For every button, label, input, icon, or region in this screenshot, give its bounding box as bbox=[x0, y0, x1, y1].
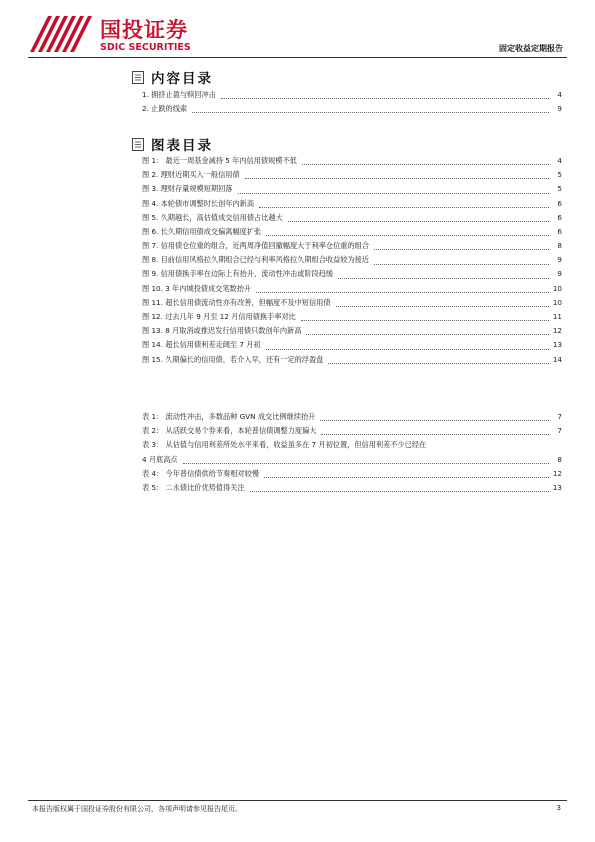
figure-entry-label: 图 13. 8 月取消或推迟发行信用债只数创年内新高 bbox=[142, 326, 302, 336]
figure-entry-label: 图 4. 本轮债市调整时长创年内新高 bbox=[142, 198, 255, 208]
table-entry-label: 表 2： 从活跃交易个券来看，本轮普信债调整力度偏大 bbox=[142, 426, 317, 436]
toc-leader bbox=[183, 452, 549, 464]
figure-entry-page: 6 bbox=[557, 198, 562, 208]
toc-leader bbox=[374, 238, 549, 250]
figure-entry-page: 11 bbox=[552, 312, 562, 322]
footer-disclaimer: 本报告版权属于国投证券股份有限公司，各项声明请参见报告尾页。 bbox=[32, 805, 242, 813]
figure-entry-page: 10 bbox=[552, 297, 562, 307]
figure-entry-label: 图 8. 目前信用风格拉久期组合已经与利率风格拉久期组合收益较为接近 bbox=[142, 255, 370, 265]
figure-entry-page: 5 bbox=[557, 184, 562, 194]
company-logo bbox=[28, 12, 228, 56]
toc-leader bbox=[306, 323, 549, 335]
table-entry-page: 7 bbox=[557, 411, 562, 421]
figure-entry-page: 10 bbox=[552, 283, 562, 293]
logo-cn-text: 国投证券 bbox=[100, 18, 188, 42]
report-type: 固定收益定期报告 bbox=[499, 44, 563, 53]
toc-leader bbox=[320, 409, 549, 421]
figure-entry-label: 图 3. 理财存量规模短期回落 bbox=[142, 184, 233, 194]
table-entry[interactable] bbox=[142, 481, 562, 495]
toc-leader bbox=[328, 352, 549, 364]
table-entry[interactable] bbox=[142, 424, 562, 438]
toc-leader bbox=[238, 182, 550, 194]
page-number: 3 bbox=[556, 804, 561, 812]
table-entry-label: 表 3： 从估值与信用利差所处水平来看，收益虽多在 7 月初位置，但信用利差不少已经在 bbox=[142, 440, 427, 450]
figure-entry[interactable] bbox=[142, 182, 562, 196]
figure-entry-label: 图 11. 超长信用债流动性亦有改善，但幅度不及中短信用债 bbox=[142, 297, 331, 307]
table-entry-page: 7 bbox=[557, 426, 562, 436]
figure-entry[interactable] bbox=[142, 338, 562, 352]
tables-list bbox=[142, 410, 562, 495]
figure-entry-label: 图 10. 3 年内城投债成交笔数抬升 bbox=[142, 283, 252, 293]
toc-leader bbox=[266, 224, 549, 236]
table-entry[interactable] bbox=[142, 438, 562, 466]
toc-entry-label: 2. 止跌的线索 bbox=[142, 104, 188, 114]
figure-entry[interactable] bbox=[142, 282, 562, 296]
toc-entry[interactable] bbox=[142, 88, 562, 102]
figure-entry-page: 14 bbox=[552, 354, 562, 364]
table-entry-page: 8 bbox=[557, 454, 562, 464]
figure-entry-label: 图 5. 久期越长，高估值成交信用债占比越大 bbox=[142, 212, 283, 222]
toc-leader bbox=[250, 480, 549, 492]
footer-divider bbox=[28, 800, 567, 801]
toc-leader bbox=[301, 309, 549, 321]
figure-entry-page: 9 bbox=[557, 269, 562, 279]
figure-entry[interactable] bbox=[142, 324, 562, 338]
figures-list bbox=[142, 154, 562, 367]
figure-entry-label: 图 1： 最近一周基金减持 5 年内信用债规模不低 bbox=[142, 155, 297, 165]
document-list-icon bbox=[132, 138, 144, 151]
toc-leader bbox=[256, 281, 549, 293]
contents-title: 内容目录 bbox=[151, 71, 213, 87]
table-entry-page: 12 bbox=[552, 468, 562, 478]
toc-leader bbox=[264, 466, 549, 478]
figure-entry[interactable] bbox=[142, 353, 562, 367]
figure-entry-page: 6 bbox=[557, 226, 562, 236]
figure-entry-page: 6 bbox=[557, 212, 562, 222]
contents-heading bbox=[132, 67, 213, 87]
toc-leader bbox=[321, 423, 549, 435]
figure-entry[interactable] bbox=[142, 197, 562, 211]
table-entry[interactable] bbox=[142, 410, 562, 424]
toc-leader bbox=[221, 87, 549, 99]
figure-entry[interactable] bbox=[142, 239, 562, 253]
figure-entry[interactable] bbox=[142, 268, 562, 282]
figure-entry[interactable] bbox=[142, 296, 562, 310]
figure-entry[interactable] bbox=[142, 253, 562, 267]
figure-entry-page: 4 bbox=[557, 155, 562, 165]
toc-entry[interactable] bbox=[142, 102, 562, 116]
toc-leader bbox=[374, 253, 549, 265]
table-entry-label: 表 1： 流动性冲击，多数品种 GVN 成交比例继续抬升 bbox=[142, 411, 316, 421]
figure-entry-label: 图 9. 信用债换手率在边际上有抬升，流动性冲击或阶段趋缓 bbox=[142, 269, 334, 279]
figure-entry-page: 5 bbox=[557, 170, 562, 180]
figure-entry-page: 12 bbox=[552, 326, 562, 336]
figure-entry-label: 图 15. 久期偏长的信用债，若介入早，还有一定的浮盈盘 bbox=[142, 354, 324, 364]
logo-mark-icon bbox=[28, 14, 94, 54]
toc-leader bbox=[245, 167, 549, 179]
toc-leader bbox=[336, 295, 549, 307]
toc-entry-page: 4 bbox=[557, 89, 562, 99]
table-entry[interactable] bbox=[142, 467, 562, 481]
document-list-icon bbox=[132, 71, 144, 84]
table-entry-label: 表 5： 二永债比价优势值得关注 bbox=[142, 482, 245, 492]
figure-entry-page: 13 bbox=[552, 340, 562, 350]
toc-leader bbox=[338, 267, 549, 279]
figure-entry[interactable] bbox=[142, 225, 562, 239]
figure-entry-page: 9 bbox=[557, 255, 562, 265]
figure-entry-label: 图 12. 过去几年 9 月至 12 月信用债换手率对比 bbox=[142, 312, 296, 322]
table-entry-label-cont: 4 月底高点 bbox=[142, 454, 178, 464]
figure-entry[interactable] bbox=[142, 310, 562, 324]
toc-leader bbox=[259, 196, 549, 208]
figure-entry-page: 8 bbox=[557, 241, 562, 251]
figure-entry[interactable] bbox=[142, 154, 562, 168]
toc-leader bbox=[266, 338, 549, 350]
table-entry-label: 表 4： 今年普信债供给节奏相对较慢 bbox=[142, 468, 259, 478]
figures-heading bbox=[132, 134, 213, 154]
toc-leader bbox=[302, 153, 549, 165]
figure-entry[interactable] bbox=[142, 211, 562, 225]
table-entry-page: 13 bbox=[552, 482, 562, 492]
figure-entry-label: 图 14. 超长信用债利差走阔至 7 月初 bbox=[142, 340, 261, 350]
contents-list bbox=[142, 88, 562, 116]
figure-entry-label: 图 2. 理财近期买入一般信用债 bbox=[142, 170, 240, 180]
logo-en-text: SDIC SECURITIES bbox=[100, 42, 191, 53]
toc-entry-label: 1. 拥挤止盈与赎回冲击 bbox=[142, 89, 216, 99]
figure-entry[interactable] bbox=[142, 168, 562, 182]
figure-entry-label: 图 6. 长久期信用债成交偏离幅度扩张 bbox=[142, 226, 262, 236]
figure-entry-label: 图 7. 信用债仓位重的组合，近两周净值回撤幅度大于利率仓位重的组合 bbox=[142, 241, 370, 251]
figures-title: 图表目录 bbox=[151, 138, 213, 154]
header-divider bbox=[28, 57, 567, 58]
toc-leader bbox=[192, 101, 549, 113]
toc-leader bbox=[288, 210, 549, 222]
table-entry-continuation bbox=[142, 453, 562, 467]
toc-entry-page: 9 bbox=[557, 104, 562, 114]
